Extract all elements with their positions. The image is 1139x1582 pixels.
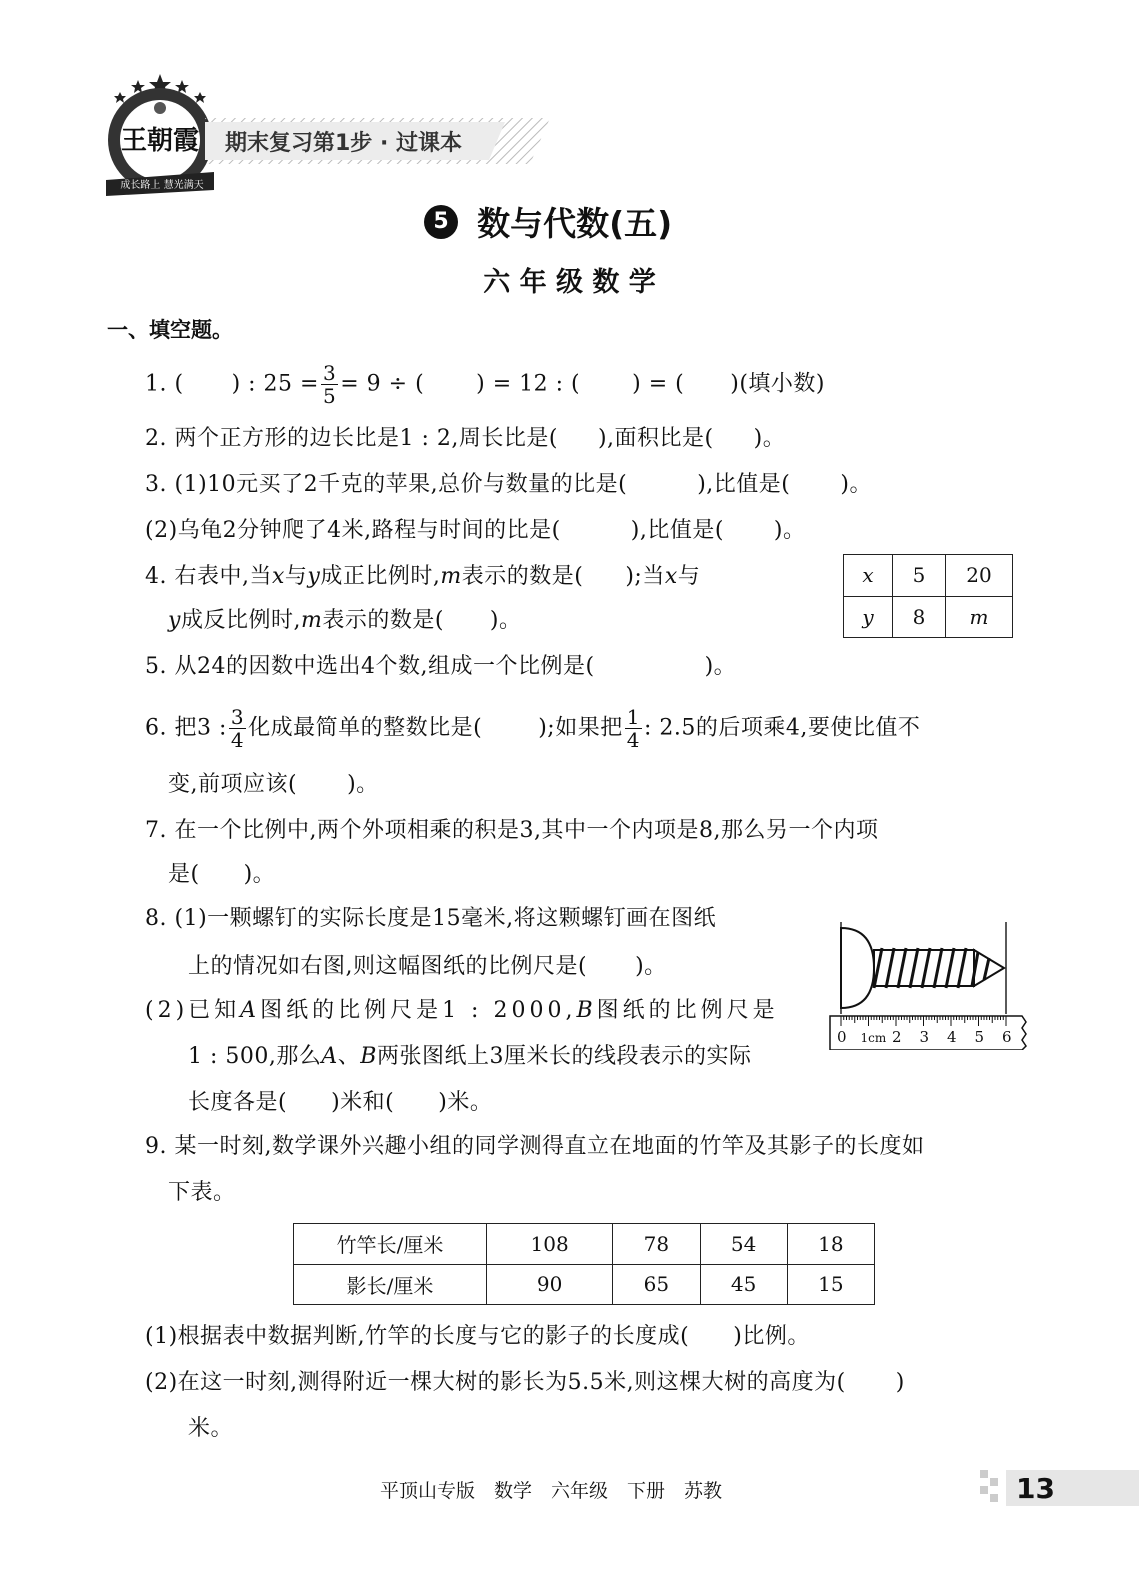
question-7-line-2: 是( )。: [168, 862, 276, 887]
screw-ruler-figure: [826, 918, 1036, 1050]
ruler-label: 6: [1002, 1028, 1012, 1046]
question-9-line-2: 下表。: [168, 1180, 236, 1205]
question-4-line-1: 4. 右表中,当x与y成正比例时,m表示的数是( );当x与: [145, 564, 701, 589]
chapter-number: 5: [424, 205, 458, 239]
chapter-title-text: 数与代数(五): [477, 204, 673, 243]
fraction: $\frac{1}{4}$: [626, 705, 640, 752]
table-row: 竹竿长/厘米 108 78 54 18: [294, 1224, 875, 1265]
question-8-line-1: 8. (1)一颗螺钉的实际长度是15毫米,将这颗螺钉画在图纸: [145, 906, 717, 931]
question-2: 2. 两个正方形的边长比是1 : 2,周长比是( ),面积比是( )。: [145, 426, 786, 451]
question-8-line-2: 上的情况如右图,则这幅图纸的比例尺是( )。: [188, 954, 667, 979]
subtitle: 六 年 级 数 学: [483, 267, 656, 298]
question-3-part-2: (2)乌龟2分钟爬了4米,路程与时间的比是( ),比值是( )。: [145, 518, 806, 543]
table-row: x 5 20: [844, 555, 1013, 597]
question-9-line-1: 9. 某一时刻,数学课外兴趣小组的同学测得直立在地面的竹竿及其影子的长度如: [145, 1134, 925, 1159]
question-6-line-1: 6. 把3 : $\frac{3}{4}$ 化成最简单的整数比是( );如果把 $\frac{1}{4}$ : 2.5的后项乘4,要使比值不: [145, 705, 921, 752]
table-row: y 8 m: [844, 596, 1013, 638]
banner-title: 期末复习第1步 · 过课本: [225, 131, 462, 156]
question-7-line-1: 7. 在一个比例中,两个外项相乘的积是3,其中一个内项是8,那么另一个内项: [145, 818, 879, 843]
question-4-line-2: y成反比例时,m表示的数是( )。: [168, 608, 522, 633]
ruler-label: 5: [974, 1028, 985, 1046]
screw-icon: [826, 918, 1036, 1050]
xy-table: [843, 554, 1013, 638]
question-1: 1. ( ) : 25 = $\frac{3}{5}$ = 9 ÷ ( ) = 12 : ( ) = ( )(填小数): [145, 361, 825, 408]
chapter-title: [424, 198, 672, 244]
question-8-line-4: 1 : 500,那么A、B两张图纸上3厘米长的线段表示的实际: [188, 1044, 752, 1069]
question-3-part-1: 3. (1)10元买了2千克的苹果,总价与数量的比是( ),比值是( )。: [145, 472, 872, 497]
section-heading: 一、填空题。: [107, 318, 233, 342]
question-9-part-2-end: 米。: [188, 1416, 234, 1441]
question-9-part-2: (2)在这一时刻,测得附近一棵大树的影长为5.5米,则这棵大树的高度为( ): [145, 1370, 905, 1395]
table-row: 影长/厘米 90 65 45 15: [294, 1264, 875, 1305]
logo-text: 王朝霞: [120, 126, 199, 156]
bamboo-shadow-table: [293, 1223, 875, 1305]
question-9-part-1: (1)根据表中数据判断,竹竿的长度与它的影子的长度成( )比例。: [145, 1324, 810, 1349]
ruler-label: 1cm: [860, 1031, 887, 1045]
fraction: $\frac{3}{5}$: [322, 361, 337, 408]
ruler-label: 0: [837, 1028, 847, 1046]
logo-motto: 成长路上 慧光满天: [120, 180, 204, 191]
page-number: 13: [1016, 1472, 1055, 1505]
fraction: $\frac{3}{4}$: [230, 705, 245, 752]
ruler-label: 4: [947, 1028, 957, 1046]
question-6-line-2: 变,前项应该( )。: [168, 772, 379, 797]
ruler-label: 3: [919, 1028, 930, 1046]
question-5: 5. 从24的因数中选出4个数,组成一个比例是( )。: [145, 654, 737, 679]
question-8-line-3: (2)已知A图纸的比例尺是1 : 2000,B图纸的比例尺是: [145, 998, 779, 1023]
brand-logo: [98, 72, 222, 200]
ruler-label: 2: [892, 1028, 902, 1046]
question-8-line-5: 长度各是( )米和( )米。: [188, 1090, 493, 1115]
page-number-bar: [1006, 1470, 1139, 1506]
footer-text: 平顶山专版 数学 六年级 下册 苏教: [380, 1480, 723, 1502]
header-banner: [205, 118, 550, 164]
